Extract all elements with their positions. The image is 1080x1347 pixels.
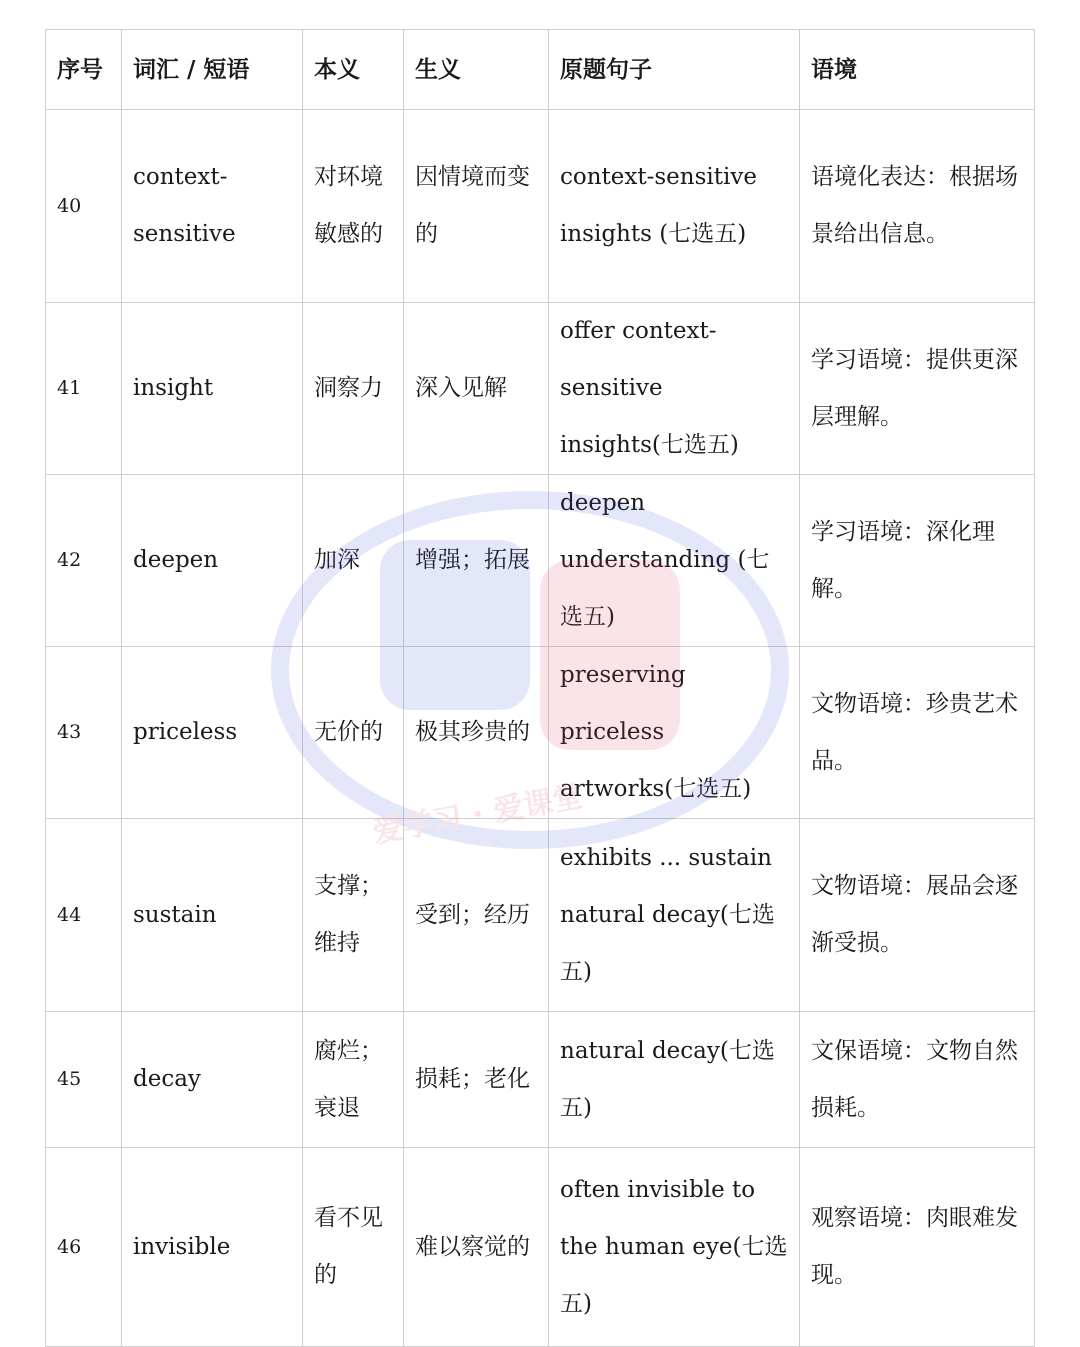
header-row [46,30,1035,110]
row-literal: 对环境敏感的 [303,110,404,303]
row-term: invisible [122,1148,303,1347]
row-context: 学习语境：提供更深层理解。 [800,303,1035,475]
row-sentence: natural decay(七选五) [549,1012,800,1148]
table-row [46,647,1035,819]
row-derived: 受到；经历 [404,819,549,1012]
row-index: 40 [46,110,122,303]
table-row [46,1012,1035,1148]
row-term: priceless [122,647,303,819]
svg-text:爱学习 · 爱课堂: 爱学习 · 爱课堂 [370,779,586,851]
row-sentence: exhibits ... sustain natural decay(七选五) [549,819,800,1012]
row-context: 文保语境：文物自然损耗。 [800,1012,1035,1148]
table-row [46,110,1035,303]
row-index: 45 [46,1012,122,1148]
row-index: 41 [46,303,122,475]
header-index: 序号 [46,30,122,110]
row-literal: 加深 [303,475,404,647]
row-literal: 无价的 [303,647,404,819]
header-literal: 本义 [303,30,404,110]
table-row [46,475,1035,647]
row-index: 43 [46,647,122,819]
row-term: deepen [122,475,303,647]
row-context: 文物语境：展品会逐渐受损。 [800,819,1035,1012]
row-literal: 看不见的 [303,1148,404,1347]
row-term: sustain [122,819,303,1012]
row-context: 观察语境：肉眼难发现。 [800,1148,1035,1347]
vocab-table [45,29,1035,1347]
row-derived: 增强；拓展 [404,475,549,647]
row-derived: 极其珍贵的 [404,647,549,819]
table-row [46,1148,1035,1347]
row-literal: 支撑；维持 [303,819,404,1012]
row-literal: 洞察力 [303,303,404,475]
header-term: 词汇 / 短语 [122,30,303,110]
row-term: context-sensitive [122,110,303,303]
row-sentence: context-sensitive insights (七选五) [549,110,800,303]
row-derived: 难以察觉的 [404,1148,549,1347]
row-sentence: deepen understanding (七选五) [549,475,800,647]
row-derived: 因情境而变的 [404,110,549,303]
row-index: 46 [46,1148,122,1347]
row-index: 42 [46,475,122,647]
header-sentence: 原题句子 [549,30,800,110]
table-row [46,303,1035,475]
row-sentence: often invisible to the human eye(七选五) [549,1148,800,1347]
row-derived: 深入见解 [404,303,549,475]
row-derived: 损耗；老化 [404,1012,549,1148]
row-index: 44 [46,819,122,1012]
row-sentence: preserving priceless artworks(七选五) [549,647,800,819]
row-context: 语境化表达：根据场景给出信息。 [800,110,1035,303]
header-derived: 生义 [404,30,549,110]
row-literal: 腐烂；衰退 [303,1012,404,1148]
row-term: decay [122,1012,303,1148]
row-sentence: offer context-sensitive insights(七选五) [549,303,800,475]
row-context: 文物语境：珍贵艺术品。 [800,647,1035,819]
header-context: 语境 [800,30,1035,110]
row-term: insight [122,303,303,475]
row-context: 学习语境：深化理解。 [800,475,1035,647]
table-row [46,819,1035,1012]
